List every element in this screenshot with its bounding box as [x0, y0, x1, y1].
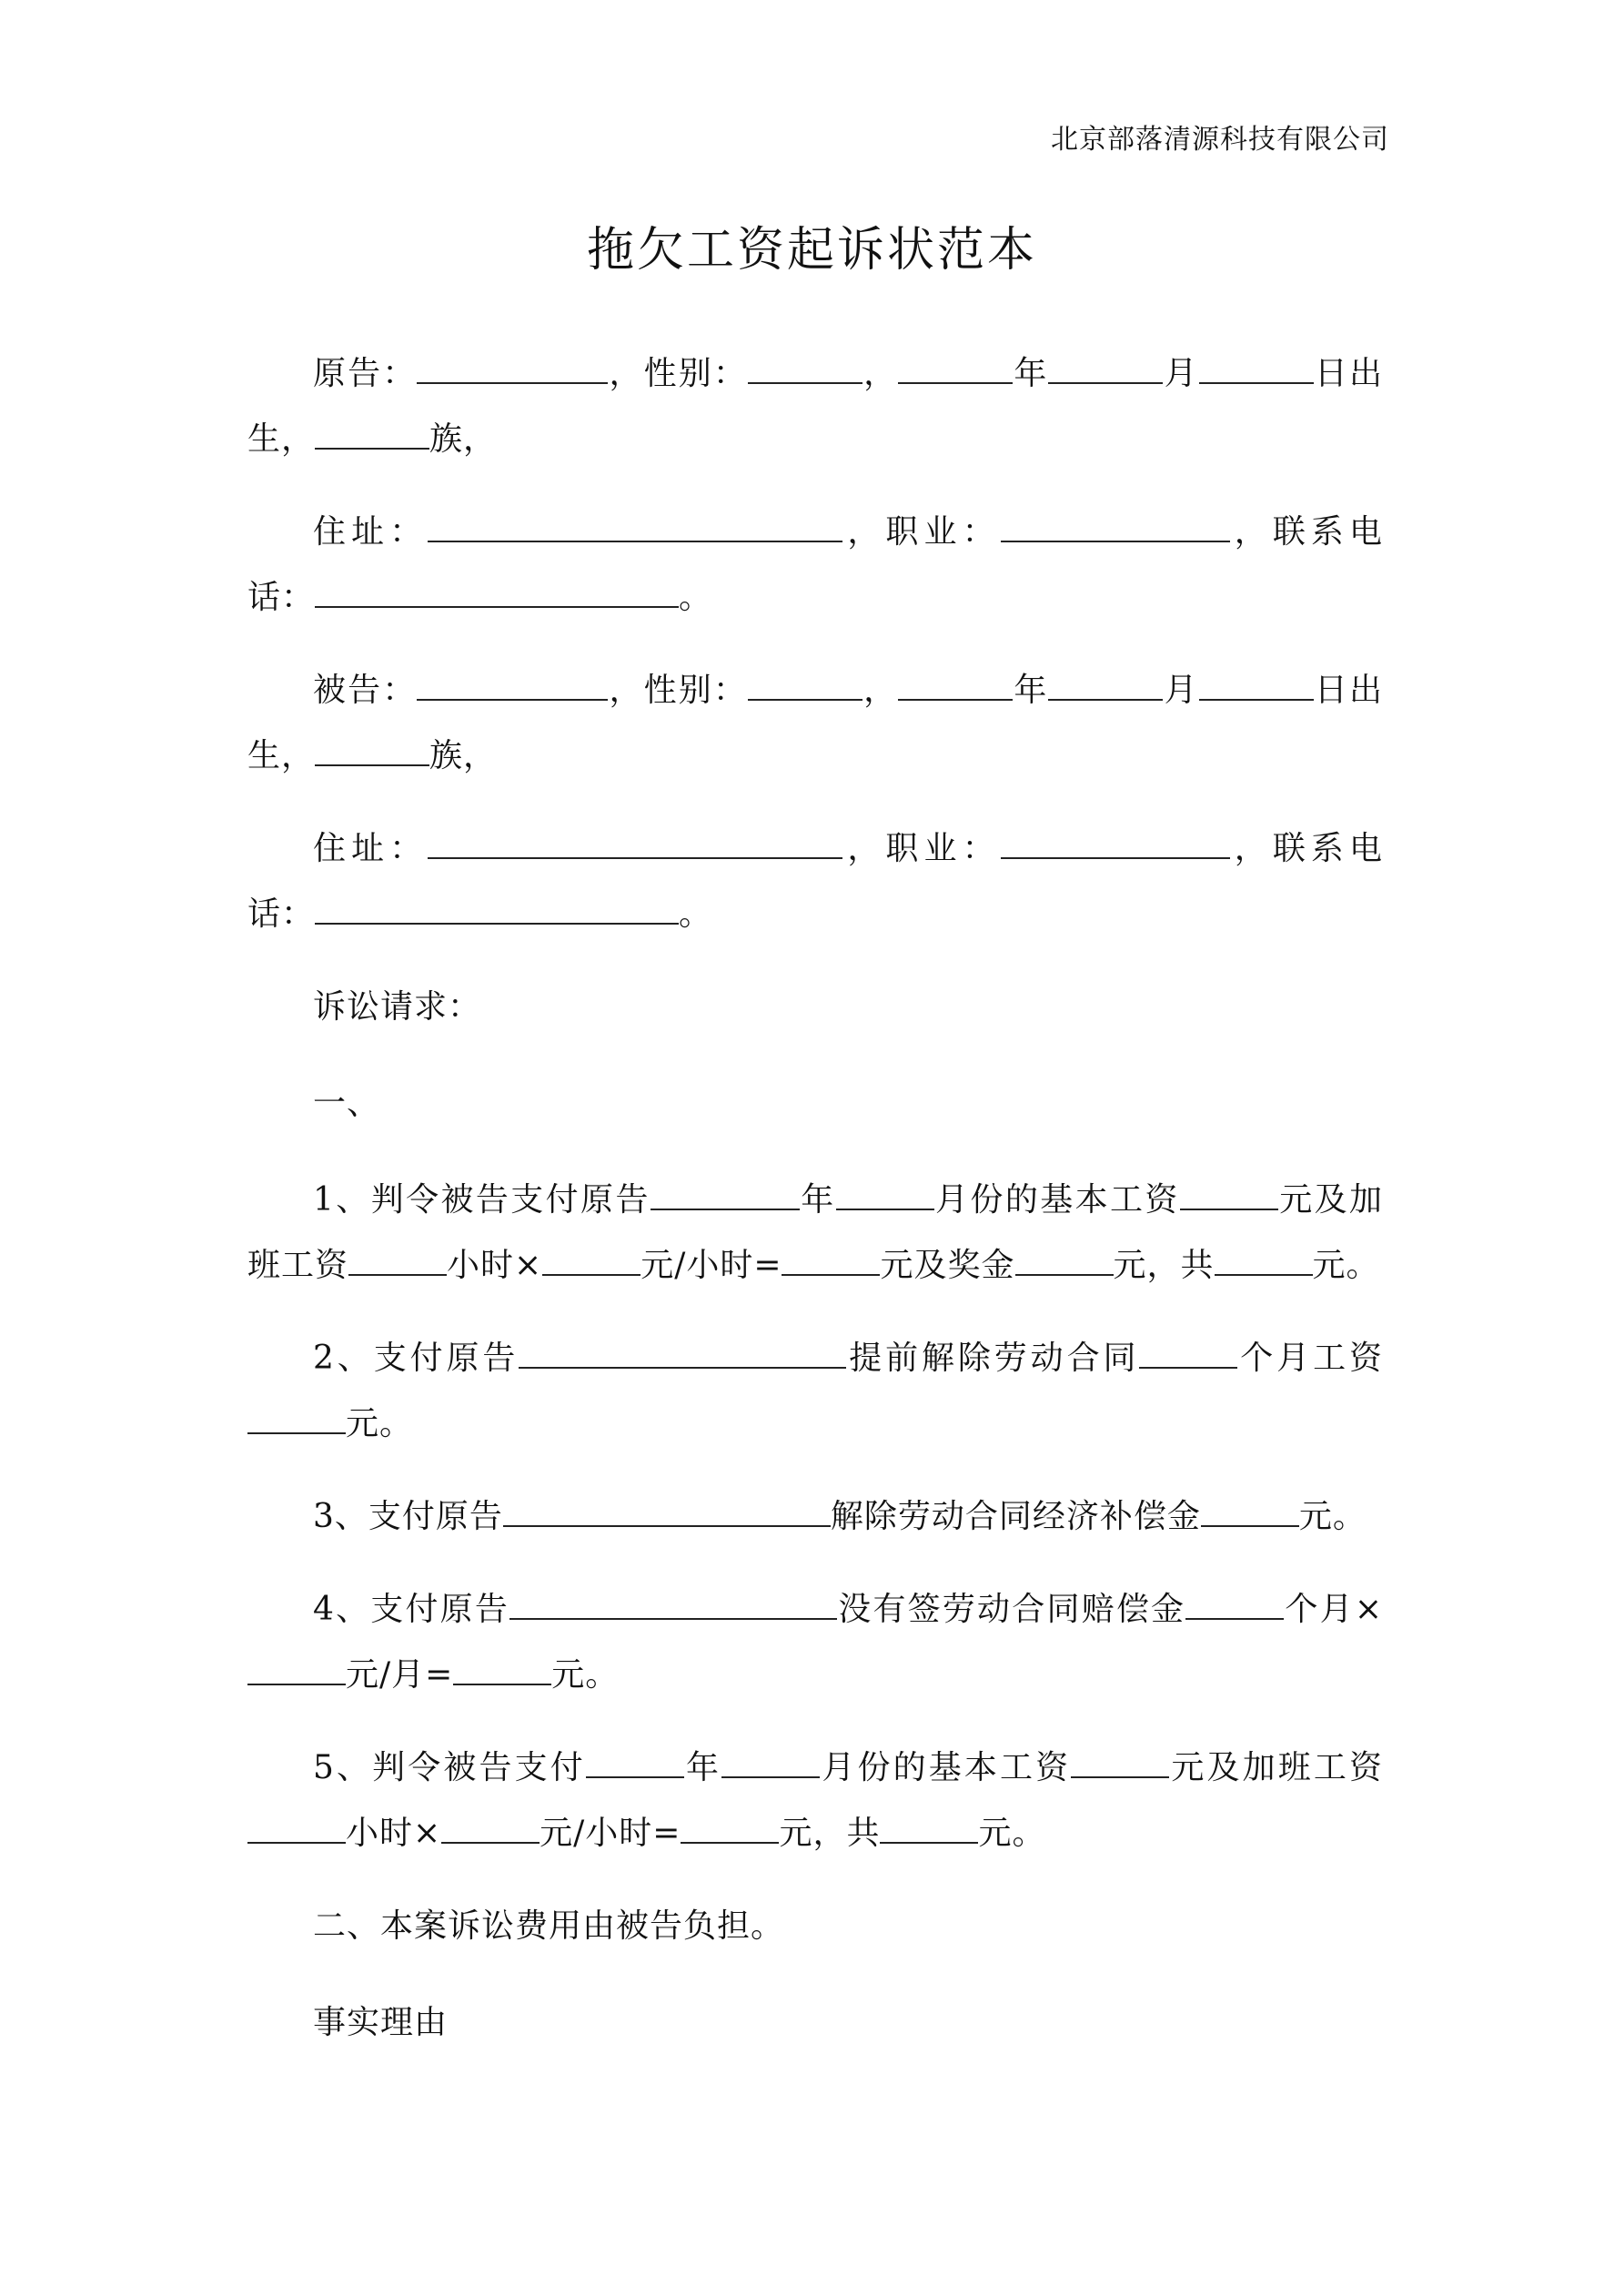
year-label: 年 — [1013, 672, 1049, 709]
claim-text: 元。 — [551, 1656, 620, 1694]
claim-text: 3、支付原告 — [313, 1498, 503, 1535]
ethnicity-blank[interactable] — [315, 420, 429, 450]
claim-text: 小时× — [447, 1247, 543, 1284]
claim-text: 小时× — [346, 1815, 442, 1852]
hours-blank[interactable] — [247, 1815, 346, 1844]
ethnicity-blank[interactable] — [315, 737, 429, 766]
occupation-label: ，职业： — [842, 513, 1001, 551]
occupation-blank[interactable] — [1001, 513, 1230, 542]
address-label: 住址： — [313, 830, 429, 867]
overtime-total-blank[interactable] — [782, 1247, 880, 1276]
phone-blank[interactable] — [315, 579, 679, 608]
amount-blank[interactable] — [453, 1656, 551, 1685]
document-body — [247, 341, 1383, 2087]
claim-text: 元。 — [346, 1405, 414, 1442]
gender-blank[interactable] — [748, 672, 862, 701]
overtime-total-blank[interactable] — [681, 1815, 779, 1844]
plaintiff-name-blank[interactable] — [503, 1498, 831, 1527]
amount-blank[interactable] — [247, 1405, 346, 1434]
address-label: 住址： — [313, 513, 429, 551]
month-blank[interactable] — [721, 1749, 820, 1778]
claim-text: 元及奖金 — [880, 1247, 1015, 1284]
facts-heading: 事实理由 — [313, 2004, 449, 2041]
birth-month-blank[interactable] — [1048, 672, 1163, 701]
ethnicity-label: 族， — [429, 737, 498, 774]
ethnicity-label: 族， — [429, 420, 498, 458]
separator: ， — [862, 355, 899, 392]
claims-section-two: 二、本案诉讼费用由被告负担。 — [313, 1907, 785, 1945]
birth-day-blank[interactable] — [1199, 672, 1314, 701]
claim-item-1 — [247, 1168, 1383, 1299]
gender-label: ，性别： — [608, 355, 748, 392]
year-label: 年 — [1013, 355, 1049, 392]
total-blank[interactable] — [1215, 1247, 1313, 1276]
defendant-name-blank[interactable] — [417, 672, 608, 701]
months-blank[interactable] — [1185, 1591, 1284, 1620]
company-name: 北京部落清源科技有限公司 — [1051, 124, 1389, 156]
claim-text: 元及加班工资 — [247, 1181, 1383, 1284]
line-end: 。 — [679, 579, 713, 616]
claim-text: 没有签劳动合同赔偿金 — [837, 1591, 1186, 1628]
claim-text: 年 — [683, 1749, 722, 1786]
defendant-contact — [247, 816, 1383, 947]
claim-text: 元。 — [978, 1815, 1046, 1852]
claims-section-one: 一、 — [313, 1085, 381, 1122]
claim-text: 元及加班工资 — [1169, 1749, 1383, 1786]
address-blank[interactable] — [428, 830, 842, 859]
month-label: 月 — [1163, 672, 1199, 709]
occupation-label: ，职业： — [842, 830, 1001, 867]
claim-text: 元。 — [1298, 1498, 1367, 1535]
plaintiff-name-blank[interactable] — [519, 1340, 846, 1369]
claim-text: 元。 — [1312, 1247, 1380, 1284]
year-blank[interactable] — [651, 1181, 800, 1210]
claim-item-4 — [247, 1577, 1383, 1708]
defendant-info — [247, 658, 1383, 789]
phone-label: ，联系电话： — [247, 513, 1383, 616]
claim-item-5 — [247, 1735, 1383, 1866]
plaintiff-contact — [247, 500, 1383, 631]
claim-text: 5、判令被告支付 — [313, 1749, 586, 1786]
born-label: 日出生， — [247, 672, 1383, 774]
claim-text: 元/月= — [346, 1656, 454, 1694]
gender-blank[interactable] — [748, 355, 862, 384]
separator: ， — [862, 672, 899, 709]
claim-item-2 — [247, 1326, 1383, 1457]
birth-year-blank[interactable] — [898, 672, 1013, 701]
address-blank[interactable] — [428, 513, 842, 542]
claim-text: 个月× — [1284, 1591, 1383, 1628]
claim-text: 元，共 — [1113, 1247, 1215, 1284]
plaintiff-name-blank[interactable] — [417, 355, 608, 384]
claim-item-3 — [247, 1484, 1383, 1550]
hours-blank[interactable] — [348, 1247, 447, 1276]
rate-blank[interactable] — [441, 1815, 540, 1844]
claim-text: 月份的基本工资 — [820, 1749, 1072, 1786]
year-blank[interactable] — [586, 1749, 684, 1778]
plaintiff-label: 原告： — [313, 355, 418, 392]
rate-blank[interactable] — [542, 1247, 641, 1276]
gender-label: ，性别： — [608, 672, 748, 709]
months-blank[interactable] — [1139, 1340, 1237, 1369]
month-label: 月 — [1163, 355, 1199, 392]
occupation-blank[interactable] — [1001, 830, 1230, 859]
line-end: 。 — [679, 895, 713, 933]
amount-blank[interactable] — [1201, 1498, 1299, 1527]
claim-text: 年 — [799, 1181, 836, 1219]
claims-heading: 诉讼请求： — [313, 988, 482, 1026]
base-wage-blank[interactable] — [1180, 1181, 1278, 1210]
monthly-rate-blank[interactable] — [247, 1656, 346, 1685]
claim-text: 2、支付原告 — [313, 1340, 519, 1377]
phone-label: ，联系电话： — [247, 830, 1383, 933]
plaintiff-name-blank[interactable] — [509, 1591, 837, 1620]
claim-text: 个月工资 — [1237, 1340, 1383, 1377]
claim-text: 1、判令被告支付原告 — [313, 1181, 651, 1219]
birth-day-blank[interactable] — [1199, 355, 1314, 384]
month-blank[interactable] — [836, 1181, 934, 1210]
claim-text: 提前解除劳动合同 — [846, 1340, 1140, 1377]
total-blank[interactable] — [880, 1815, 978, 1844]
base-wage-blank[interactable] — [1071, 1749, 1169, 1778]
phone-blank[interactable] — [315, 895, 679, 925]
born-label: 日出生， — [247, 355, 1383, 458]
birth-month-blank[interactable] — [1048, 355, 1163, 384]
claim-text: 元/小时= — [641, 1247, 782, 1284]
claim-text: 元，共 — [779, 1815, 881, 1852]
defendant-label: 被告： — [313, 672, 418, 709]
birth-year-blank[interactable] — [898, 355, 1013, 384]
claim-text: 月份的基本工资 — [933, 1181, 1180, 1219]
claim-text: 解除劳动合同经济补偿金 — [830, 1498, 1201, 1535]
claim-text: 元/小时= — [540, 1815, 681, 1852]
claim-text: 4、支付原告 — [313, 1591, 510, 1628]
document-title: 拖欠工资起诉状范本 — [586, 223, 1037, 278]
bonus-blank[interactable] — [1015, 1247, 1114, 1276]
plaintiff-info — [247, 341, 1383, 472]
